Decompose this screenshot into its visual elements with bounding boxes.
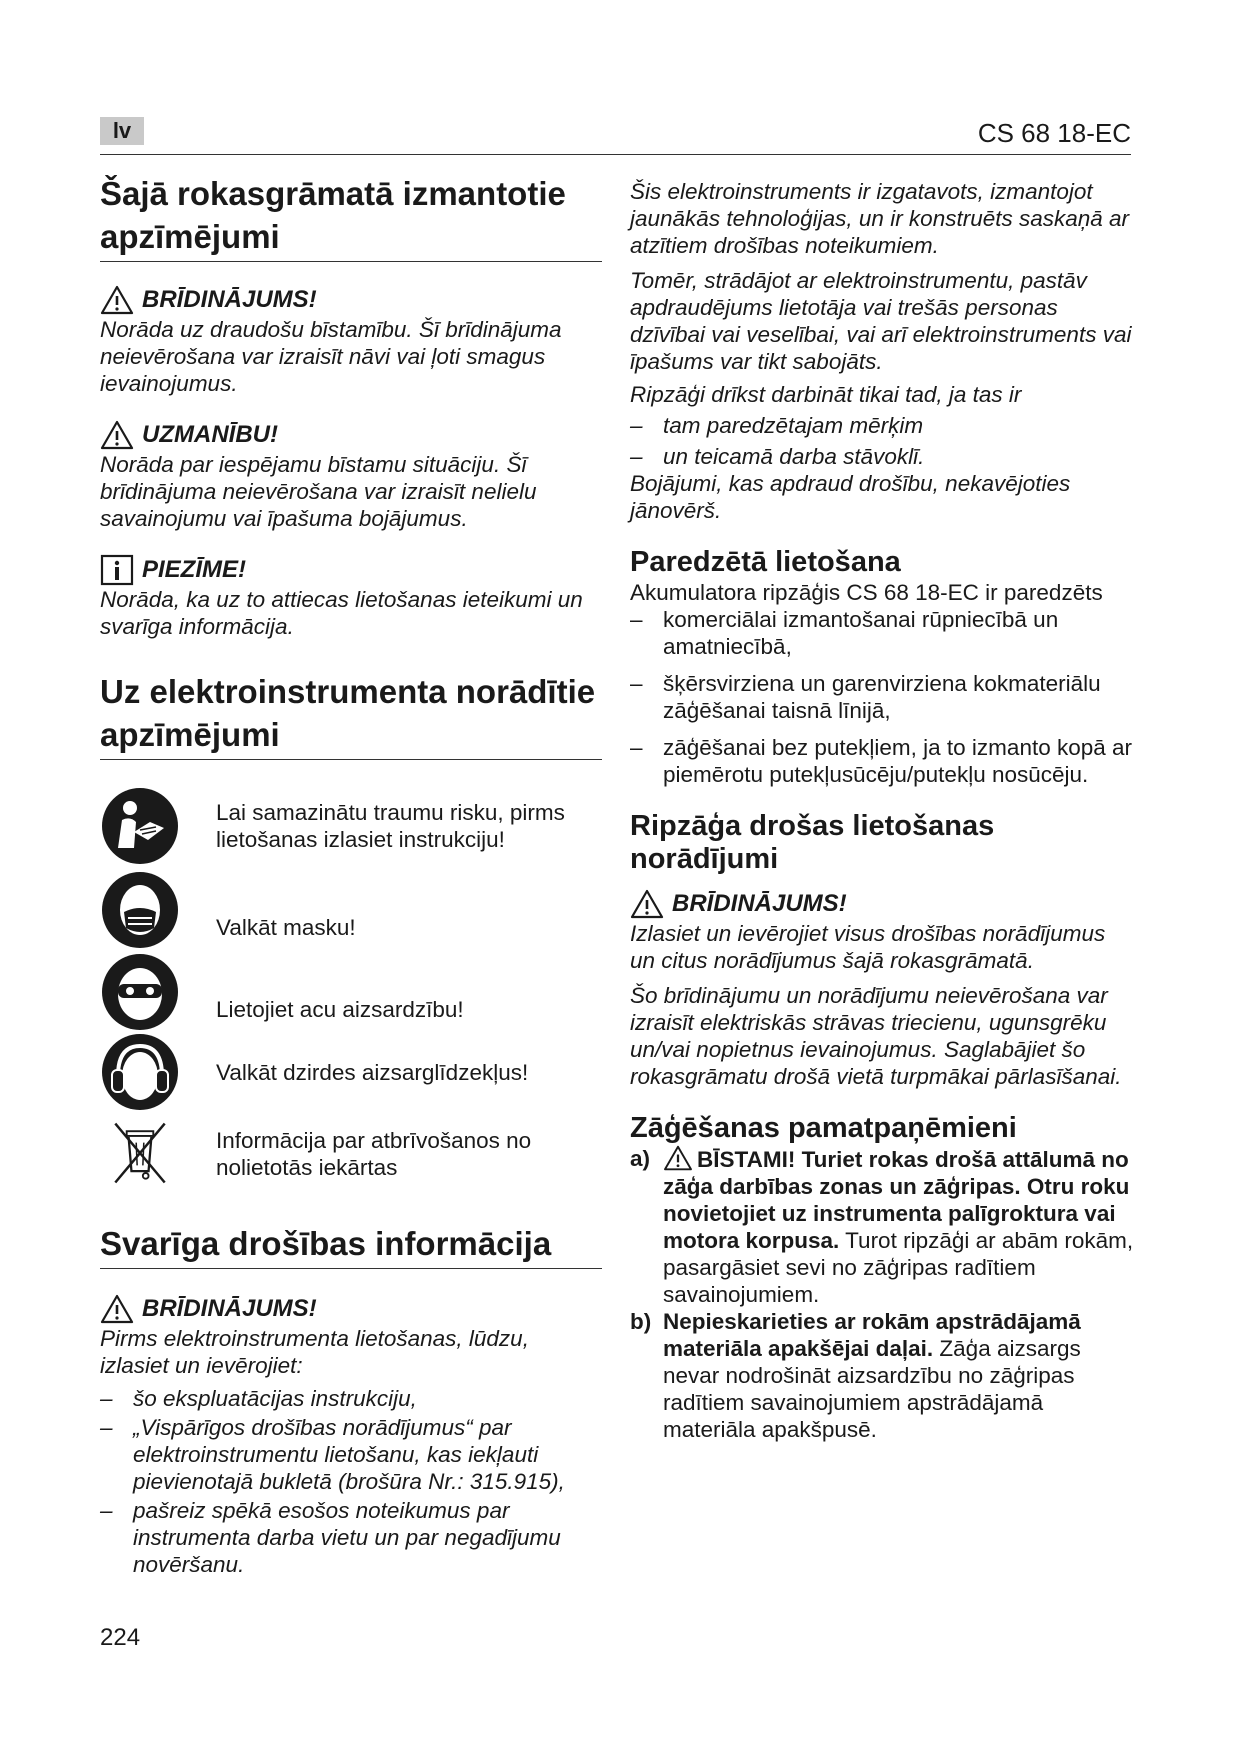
intro-paragraph-4: Bojājumi, kas apdraud drošību, nekavējoties jānovērš. <box>630 471 1071 523</box>
intro-paragraph-1: Šis elektroinstruments ir izgatavots, izmantojot jaunākās tehnoloģijas, un ir konstruēts saskaņā ar atzītiem drošības noteikumiem. <box>630 179 1130 258</box>
mask-icon <box>100 870 180 950</box>
warning-triangle-icon <box>100 285 134 315</box>
basics-heading: Zāģēšanas pamatpaņēmieni <box>630 1112 1017 1144</box>
intended-use-list <box>630 606 1135 788</box>
saw-warning-heading <box>630 888 1135 920</box>
basics-item-a: a) BĪSTAMI! Turiet rokas drošā attālumā no zāģa darbības zonas un zāģripas. Otru roku novietojiet uz instrumenta palīgroktura vai motora korpusa. Turot ripzāģi ar abām rokām, pasargāsiet sevi no zāģripas radītiem savainojumiem. <box>630 1146 1134 1307</box>
symbol-row <box>100 1032 602 1112</box>
left-column <box>100 172 602 1578</box>
model-name: CS 68 18-EC <box>977 118 1131 148</box>
caution-heading <box>100 419 602 451</box>
warning-triangle-icon <box>630 889 664 919</box>
ear-protection-icon <box>100 1032 180 1112</box>
warning-triangle-icon <box>663 1145 693 1171</box>
saw-warning-p1: Izlasiet un ievērojiet visus drošības norādījumus un citus norādījumus šajā rokasgrāmatā. <box>630 921 1106 973</box>
note-text: Norāda, ka uz to attiecas lietošanas ieteikumi un svarīga informācija. <box>100 587 583 639</box>
note-title: PIEZĪME! <box>142 556 247 583</box>
page-number: 224 <box>100 1624 141 1651</box>
symbol-row <box>100 952 602 1032</box>
saw-warning-title: BRĪDINĀJUMS! <box>672 890 847 917</box>
safety-heading: Svarīga drošības informācija <box>100 1222 602 1269</box>
warning-heading <box>100 284 602 316</box>
symbol-text: Valkāt dzirdes aizsarglīdzekļus! <box>216 1059 529 1085</box>
symbol-text: Informācija par atbrīvošanos no nolietotās iekārtas <box>216 1128 532 1180</box>
weee-bin-icon <box>100 1116 180 1192</box>
safety-warning-heading <box>100 1293 602 1325</box>
caution-text: Norāda par iespējamu bīstamu situāciju. Šī brīdinājuma neievērošana var izraisīt nelielu savainojumu vai īpašuma bojājumus. <box>100 452 537 531</box>
info-icon <box>100 554 134 586</box>
warning-title: BRĪDINĀJUMS! <box>142 286 317 313</box>
intro-list <box>630 412 1135 470</box>
list-item: – pašreiz spēkā esošos noteikumus par instrumenta darba vietu un par negadījumu novēršanu. <box>100 1498 561 1577</box>
list-item: – zāģēšanai bez putekļiem, ja to izmanto kopā ar piemērotu putekļusūcēju/putekļu nosūcēju. <box>630 735 1133 787</box>
safety-list <box>100 1385 602 1578</box>
right-column <box>630 178 1135 1443</box>
safety-warning-title: BRĪDINĀJUMS! <box>142 1295 317 1322</box>
note-heading <box>100 554 602 586</box>
symbol-text: Valkāt masku! <box>216 915 356 940</box>
language-tag: lv <box>100 117 144 145</box>
intro-paragraph-2: Tomēr, strādājot ar elektroinstrumentu, pastāv apdraudējums lietotāja vai trešās personas dzīvībai vai veselībai, vai arī elektroinstruments vai īpašums var tikt sabojāts. <box>630 268 1132 374</box>
safety-warning-intro: Pirms elektroinstrumenta lietošanas, lūdzu, izlasiet un ievērojiet: <box>100 1326 529 1378</box>
warning-triangle-icon <box>100 420 134 450</box>
eye-protection-icon <box>100 952 180 1032</box>
intended-use-intro: Akumulatora ripzāģis CS 68 18-EC ir paredzēts <box>630 580 1103 605</box>
basics-item-b: b) Nepieskarieties ar rokām apstrādājamā materiāla apakšējai daļai. Zāģa aizsargs nevar nodrošināt aizsardzību no zāģripas radītiem savainojumiem apstrādājamā materiāla apakšpusē. <box>630 1309 1081 1442</box>
symbol-row <box>100 870 602 950</box>
symbols-heading: Šajā rokasgrāmatā izmantotie apzīmējumi <box>100 172 602 262</box>
saw-safety-heading: Ripzāģa drošas lietošanas norādījumi <box>630 810 995 875</box>
symbol-text: Lai samazinātu traumu risku, pirms lietošanas izlasiet instrukciju! <box>216 800 565 852</box>
warning-text: Norāda uz draudošu bīstamību. Šī brīdinājuma neievērošana var izraisīt nāvi vai ļoti smagus ievainojumus. <box>100 317 562 396</box>
list-item: – „Vispārīgos drošības norādījumus“ par elektroinstrumentu lietošanu, kas iekļauti pievienotajā bukletā (brošūra Nr.: 315.915), <box>100 1415 565 1494</box>
caution-title: UZMANĪBU! <box>142 421 278 448</box>
list-item: – un teicamā darba stāvoklī. <box>630 444 925 469</box>
header-rule <box>100 154 1131 155</box>
saw-warning-p2: Šo brīdinājumu un norādījumu neievērošana var izraisīt elektriskās strāvas triecienu, ugunsgrēku un/vai nopietnus ievainojumus. Saglabājiet šo rokasgrāmatu drošā vietā turpmākai pārlasīšanai. <box>630 983 1122 1089</box>
list-item: – komerciālai izmantošanai rūpniecībā un amatniecībā, <box>630 607 1059 659</box>
list-item: – šķērsvirziena un garenvirziena kokmateriālu zāģēšanai taisnā līnijā, <box>630 671 1101 723</box>
intended-use-heading: Paredzētā lietošana <box>630 546 901 578</box>
list-item: – tam paredzētajam mērķim <box>630 413 924 438</box>
list-item: – šo ekspluatācijas instrukciju, <box>100 1386 417 1411</box>
tool-symbols-heading: Uz elektroinstrumenta norādītie apzīmējumi <box>100 670 602 760</box>
symbol-row <box>100 786 602 866</box>
symbol-text: Lietojiet acu aizsardzību! <box>216 997 464 1022</box>
symbol-row <box>100 1116 602 1192</box>
intro-paragraph-3: Ripzāģi drīkst darbināt tikai tad, ja tas ir <box>630 382 1022 407</box>
read-manual-icon <box>100 786 180 866</box>
warning-triangle-icon <box>100 1294 134 1324</box>
